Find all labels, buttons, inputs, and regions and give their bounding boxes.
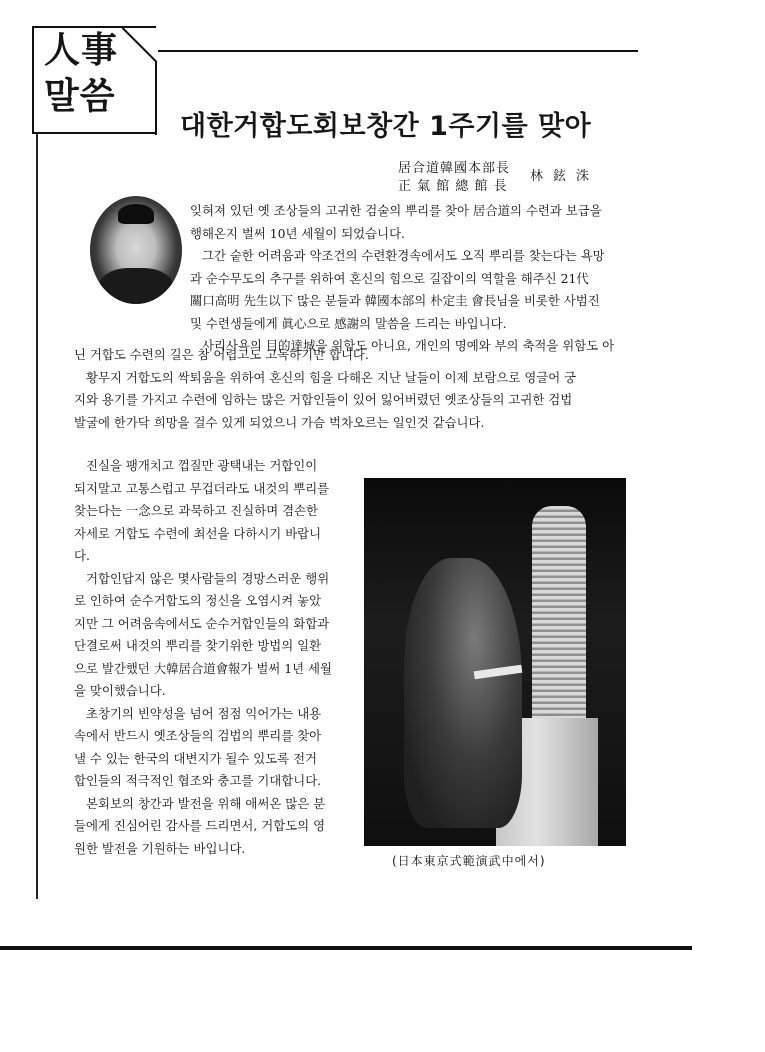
author-titles (398, 160, 510, 196)
text-line: 과 순수무도의 추구를 위하여 혼신의 힘으로 길잡이의 역할을 해주신 21代 (190, 270, 589, 286)
text-line: 으로 발간했던 大韓居合道會報가 벌써 1년 세월 (74, 660, 332, 676)
text-line: 지만 그 어려움속에서도 순수거합인들의 화합과 (74, 615, 330, 631)
author-block (398, 160, 600, 196)
text-line: 본회보의 창간과 발전을 위해 애써온 많은 분 (86, 795, 326, 811)
column-paragraph (74, 455, 356, 860)
author-title-1: 居合道韓國本部長 (398, 161, 511, 176)
full-width-paragraph (74, 344, 642, 434)
badge-line-1: 人事 (44, 30, 119, 71)
badge-corner-fold (122, 26, 158, 62)
text-line: 잊혀져 있던 옛 조상들의 고귀한 검술의 뿌리를 찾아 居合道의 수련과 보급을 (190, 203, 602, 218)
text-line: 초창기의 빈약성을 넘어 점점 익어가는 내용 (86, 705, 322, 721)
text-line: 그간 숱한 어려움과 악조건의 수련환경속에서도 오직 뿌리를 찾는다는 욕망 (202, 248, 605, 263)
text-line: 다. (74, 548, 90, 563)
text-line: 을 맞이했습니다. (74, 683, 166, 698)
straw-target (532, 506, 586, 748)
author-portrait (90, 196, 182, 304)
text-line: 닌 거합도 수련의 길은 참 어렵고도 고독하기만 합니다. (74, 347, 369, 362)
text-line: 황무지 거합도의 싹퇴움을 위하여 혼신의 힘을 다해온 지난 날들이 이제 보람으로 영글어 궁 (86, 369, 577, 385)
author-title-2: 正 氣 館 總 館 長 (398, 179, 508, 194)
text-line: 찾는다는 一念으로 과묵하고 진실하며 겸손한 (74, 503, 319, 518)
text-line: 지와 용기를 가지고 수련에 임하는 많은 거합인들이 있어 잃어버렸던 옛조상들의 고귀한 검법 (74, 392, 573, 407)
badge-bottom-rule (32, 132, 157, 134)
text-line: 속에서 반드시 옛조상들의 검법의 뿌리를 찾아 (74, 728, 322, 743)
page-bottom-rule (0, 946, 692, 950)
text-line: 들에게 진심어린 감사를 드리면서, 거합도의 영 (74, 818, 326, 833)
text-line: 되지말고 고통스럽고 무겁더라도 내것의 뿌리를 (74, 480, 330, 496)
text-line: 발굴에 한가닥 희망을 걸수 있게 되었으니 가슴 벅차오르는 일인것 같습니다. (74, 414, 485, 430)
text-line: 낼 수 있는 한국의 대변지가 될수 있도록 전거 (74, 750, 318, 766)
text-line: 사리사욕의 目的達城을 위함도 아니요, 개인의 명예와 부의 축적을 위함도 아 (202, 338, 615, 353)
intro-paragraph (190, 200, 640, 358)
photo-caption: (日本東京式範演武中에서) (392, 854, 546, 868)
badge-side-rule (155, 62, 157, 135)
demonstration-photo (364, 478, 626, 846)
text-line: 및 수련생들에게 眞心으로 感謝의 말씀을 드리는 바입니다. (190, 315, 507, 331)
margin-rule (36, 134, 38, 899)
text-line: 자세로 거합도 수련에 최선을 다하시기 바랍니 (74, 525, 322, 541)
article-title: 대한거합도회보창간 1주기를 맞아 (180, 111, 592, 142)
text-line: 진실을 팽개치고 껍질만 광택내는 거합인이 (86, 458, 318, 473)
badge-line-2: 말씀 (44, 76, 116, 117)
section-badge-label (44, 28, 118, 120)
text-line: 원한 발전을 기원하는 바입니다. (74, 840, 246, 856)
text-line: 關口高明 先生以下 많은 분들과 韓國本部의 朴定圭 會長님을 비롯한 사범진 (190, 293, 600, 308)
text-line: 합인들의 적극적인 협조와 충고를 기대합니다. (74, 773, 322, 788)
header-rule (158, 50, 638, 52)
swordsman-figure (404, 558, 522, 828)
text-line: 거합인답지 않은 몇사람들의 경망스러운 행위 (86, 570, 330, 586)
text-line: 로 인하여 순수거합도의 정신을 오염시켜 놓았 (74, 593, 322, 608)
author-name: 林鉉洙 (530, 169, 600, 184)
text-line: 단결로써 내것의 뿌리를 찾기위한 방법의 일환 (74, 638, 322, 653)
text-line: 행해온지 벌써 10년 세월이 되었습니다. (190, 225, 405, 241)
